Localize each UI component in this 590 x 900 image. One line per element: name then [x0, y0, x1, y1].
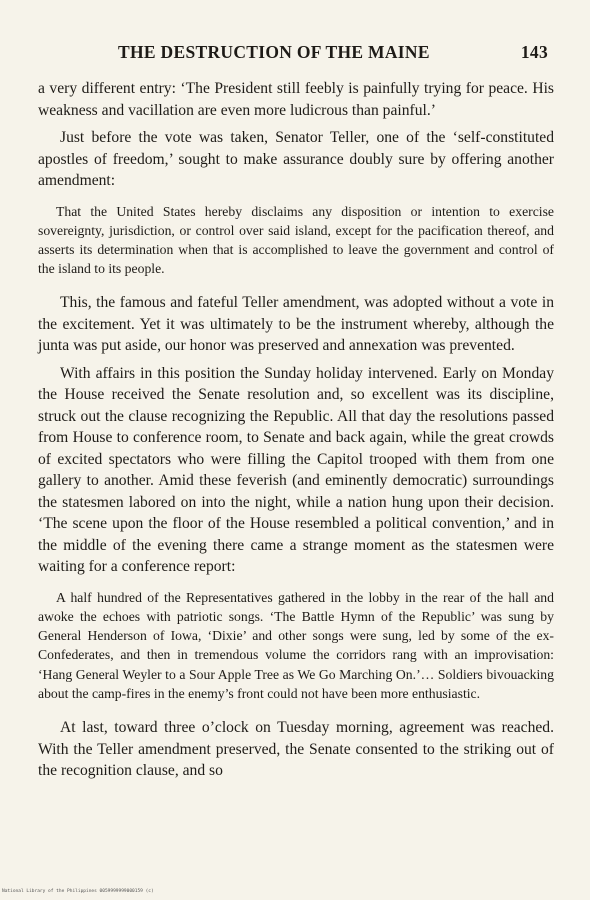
- paragraph-agreement-reached: At last, toward three o’clock on Tuesday morning, agreement was reached. With the Teller amendment preserved, the Senate consented to the striking out of the recognition clause, and so: [38, 719, 554, 780]
- chapter-title: THE DESTRUCTION OF THE MAINE: [118, 42, 430, 62]
- paragraph-teller-intro: Just before the vote was taken, Senator Teller, one of the ‘self-constituted apostles of freedom,’ sought to make assurance doubly sure by offering another amendment:: [38, 129, 554, 189]
- paragraph-sunday-holiday: With affairs in this position the Sunday holiday intervened. Early on Monday the House received the Senate resolution and, so excellent was its discipline, struck out the clause recognizing the Republic. All that day the resolutions passed from House to conference room, to Senate and back again, while the great crowds of excited spectators who were filling the Capitol trooped with them from one gallery to another. Amid these feverish (and eminently democratic) surroundings the statesmen labored on into the night, while a nation hung upon their decision. ‘The scene upon the floor of the House resembled a political convention,’ and in the middle of the evening there came a strange moment as the statesmen were waiting for a conference report:: [38, 364, 554, 576]
- running-head: [118, 42, 548, 64]
- body-text: [38, 78, 554, 788]
- paragraph-continuation: a very different entry: ‘The President still feebly is painfully trying for peace. His weakness and vacillation are even more ludicrous than painful.’: [38, 80, 554, 119]
- scan-footer: National Library of the Philippines 0059999999000159 (c): [2, 889, 154, 894]
- block-quote-representatives-songs: A half hundred of the Representatives gathered in the lobby in the rear of the hall and awoke the echoes with patriotic songs. ‘The Battle Hymn of the Republic’ was sung by General Henderson of Iowa, ‘Dixie’ and other songs were sung, led by some of the ex-Confederates, and then in tremendous volume the corridors rang with an improvisation: ‘Hang General Weyler to a Sour Apple Tree as We Go Marching On.’… Soldiers bivouacking about the camp-fires in the enemy’s front could not have been more enthusiastic.: [38, 589, 554, 701]
- paragraph-amendment-adopted: This, the famous and fateful Teller amendment, was adopted without a vote in the excitement. Yet it was ultimately to be the instrument whereby, although the junta was put aside, our honor was preserved and annexation was prevented.: [38, 294, 554, 355]
- page-number: 143: [520, 42, 548, 62]
- block-quote-teller-amendment: That the United States hereby disclaims any disposition or intention to exercise sovereignty, jurisdiction, or control over said island, except for the pacification thereof, and asserts its determination when that is accomplished to leave the government and control of the island to its people.: [38, 203, 554, 277]
